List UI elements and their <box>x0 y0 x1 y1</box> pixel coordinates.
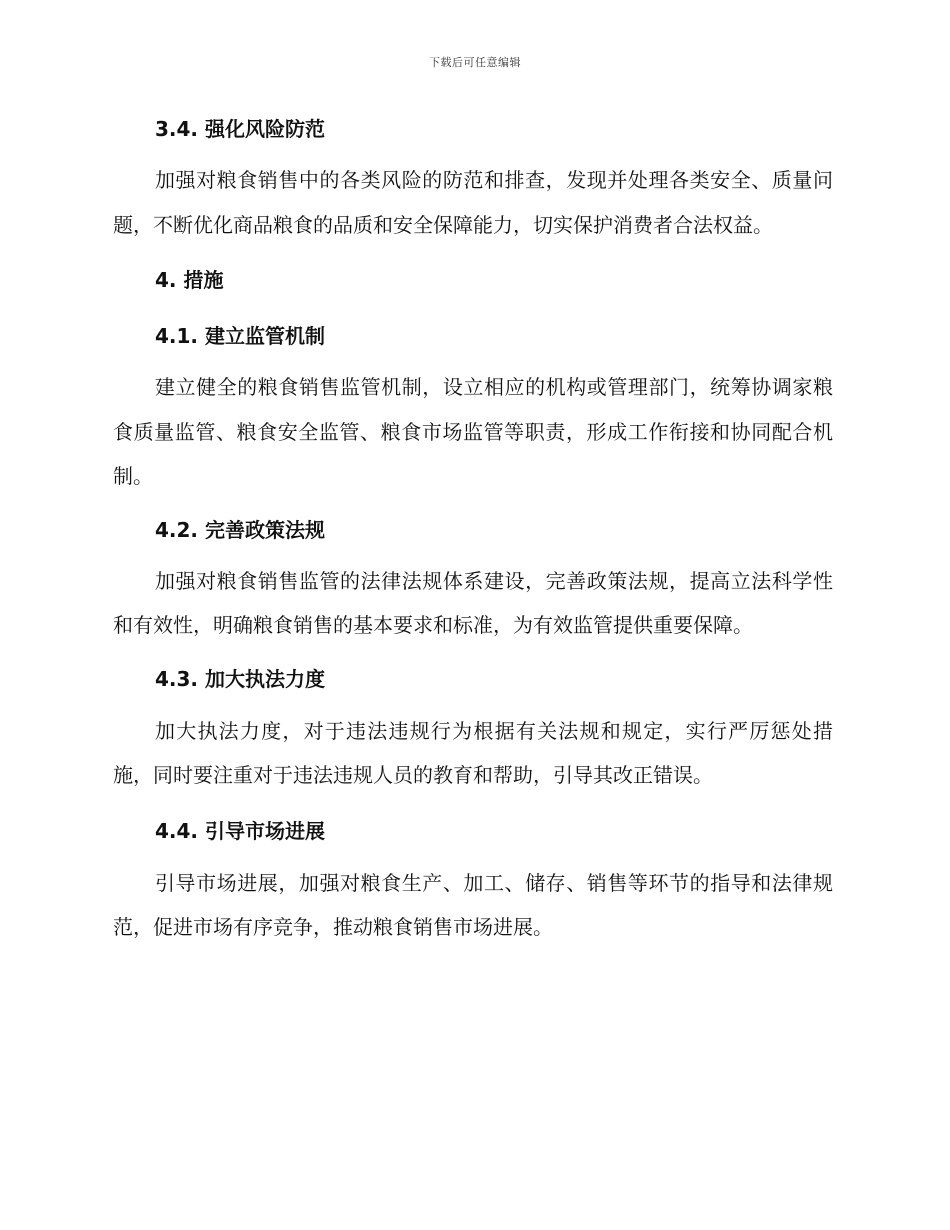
section-heading-4: 4. 措施 <box>155 268 224 292</box>
section-heading-4-4: 4.4. 引导市场进展 <box>155 818 325 843</box>
section-heading-3-4: 3.4. 强化风险防范 <box>155 117 325 141</box>
section-heading-4-3: 4.3. 加大执法力度 <box>155 666 325 691</box>
section-paragraph-3-4: 加强对粮食销售中的各类风险的防范和排查，发现并处理各类安全、质量问题，不断优化商品粮食的品质和安全保障能力，切实保护消费者合法权益。 <box>113 168 833 237</box>
section-heading-4-2: 4.2. 完善政策法规 <box>155 517 325 542</box>
section-paragraph-4-3: 加大执法力度，对于违法违规行为根据有关法规和规定，实行严厉惩处措施，同时要注重对于违法违规人员的教育和帮助，引导其改正错误。 <box>113 718 833 787</box>
section-paragraph-4-4: 引导市场进展，加强对粮食生产、加工、储存、销售等环节的指导和法律规范，促进市场有序竞争，推动粮食销售市场进展。 <box>113 870 833 939</box>
section-paragraph-4-1: 建立健全的粮食销售监管机制，设立相应的机构或管理部门，统筹协调家粮食质量监管、粮食安全监管、粮食市场监管等职责，形成工作衔接和协同配合机制。 <box>113 375 833 488</box>
section-heading-4-1: 4.1. 建立监管机制 <box>155 324 325 348</box>
page-header-note: 下载后可任意编辑 <box>429 56 521 69</box>
document-body <box>113 108 833 950</box>
section-paragraph-4-2: 加强对粮食销售监管的法律法规体系建设，完善政策法规，提高立法科学性和有效性，明确粮食销售的基本要求和标准，为有效监管提供重要保障。 <box>113 568 833 637</box>
